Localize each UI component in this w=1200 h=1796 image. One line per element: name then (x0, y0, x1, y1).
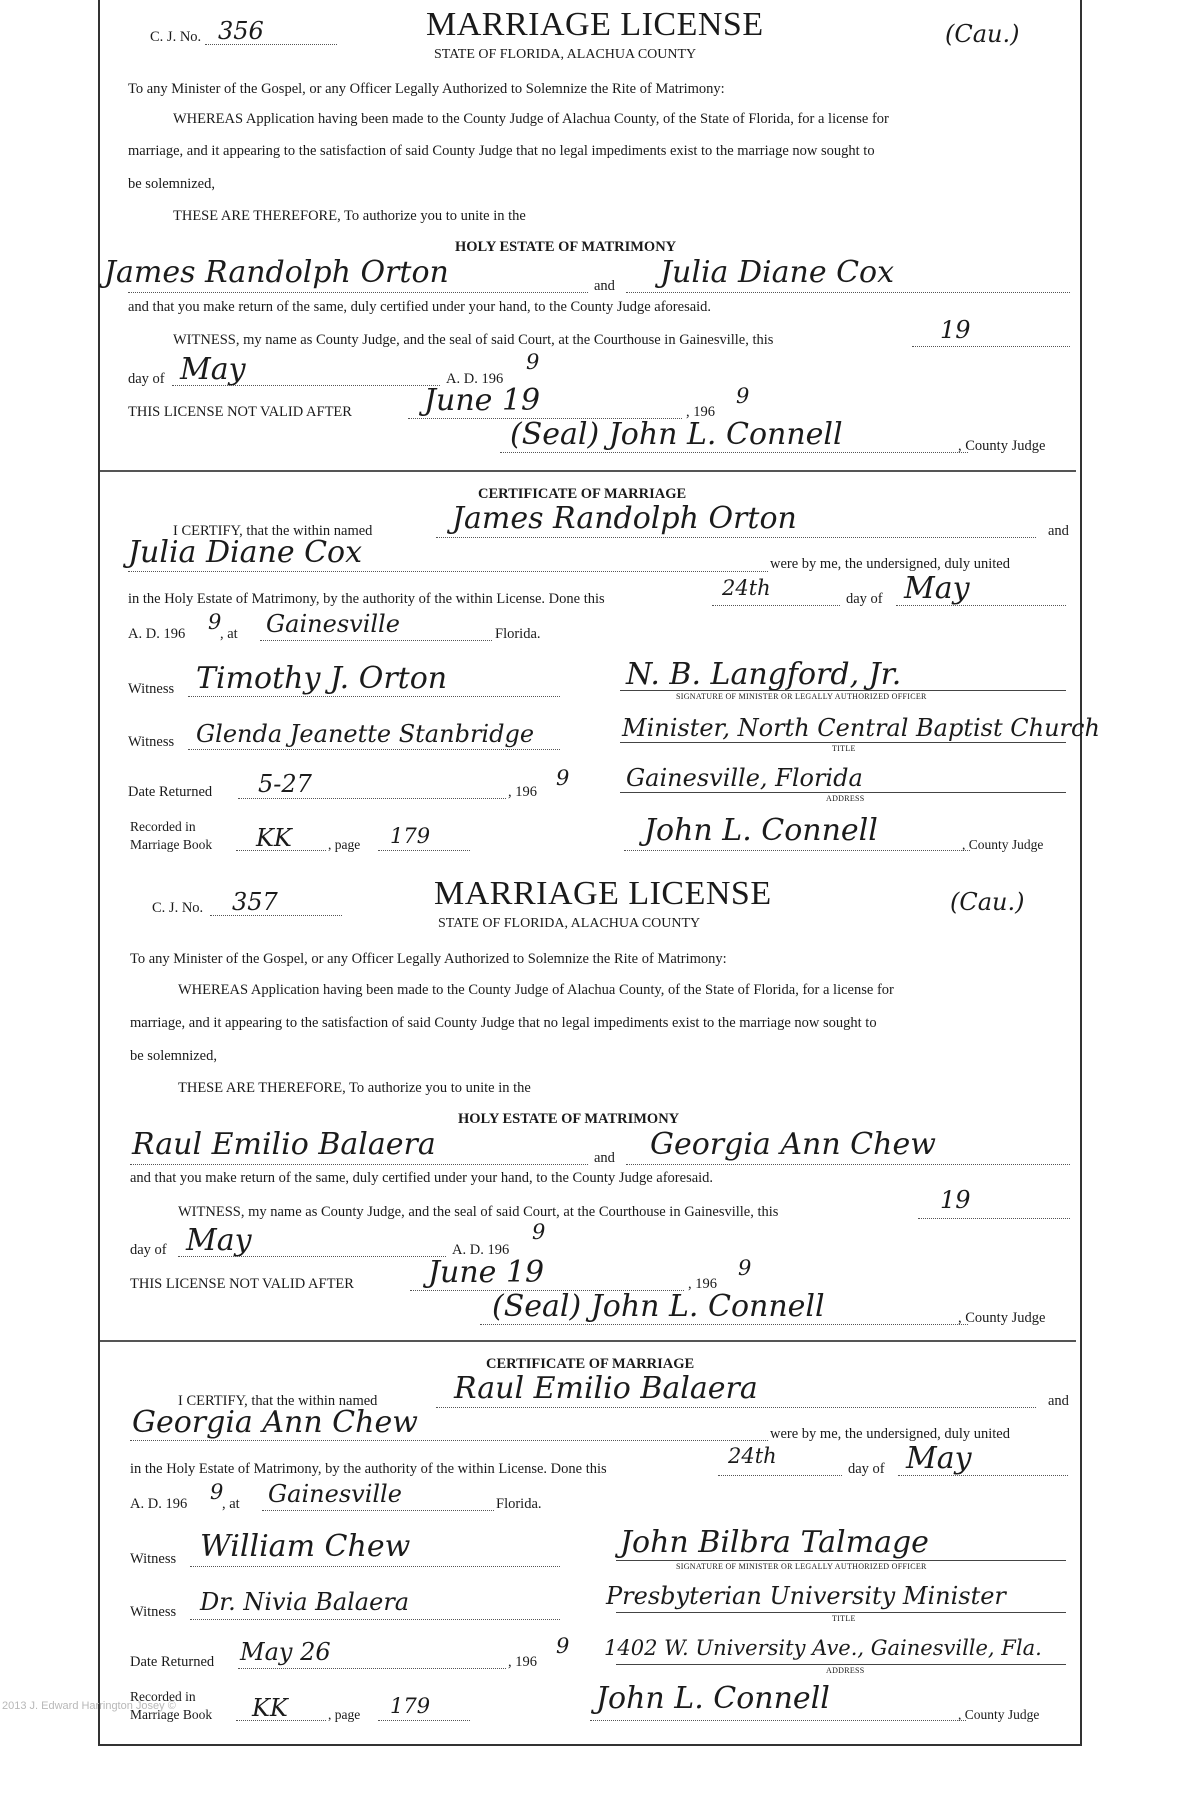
recorded-label-1: Recorded in (130, 819, 196, 834)
date-returned-line (238, 798, 506, 799)
cert-groom-name: James Randolph Orton (452, 501, 797, 536)
book-line (236, 850, 326, 851)
officer-signature-line (616, 1560, 1066, 1561)
whereas-line-3: be solemnized, (128, 176, 215, 192)
groom-name: Raul Emilio Balaera (132, 1127, 436, 1162)
whereas-line-3: be solemnized, (130, 1048, 217, 1064)
groom-line (130, 1164, 588, 1165)
cert-judge-signature: John L. Connell (596, 1681, 830, 1716)
day-line (912, 346, 1070, 347)
section-divider (100, 470, 1076, 472)
place-line (262, 1510, 494, 1511)
cert-day-of-label: day of (846, 591, 883, 607)
margin-note: (Cau.) (950, 888, 1025, 916)
license-title: MARRIAGE LICENSE (426, 6, 764, 43)
returned-year-label: , 196 (508, 1654, 537, 1670)
witness-2-name: Glenda Jeanette Stanbridge (196, 720, 535, 748)
cert-bride-line (128, 571, 768, 572)
month-line (172, 385, 440, 386)
judge-seal-signature: (Seal) John L. Connell (492, 1289, 825, 1324)
cj-label: C. J. No. (150, 29, 202, 45)
done-day-line (712, 605, 840, 606)
cert-judge-signature: John L. Connell (644, 813, 878, 848)
officer-address-line (616, 1664, 1066, 1665)
address-caption: ADDRESS (826, 1666, 865, 1675)
place-line (260, 640, 492, 641)
month-value: May (180, 352, 246, 387)
cert-ad-label: A. D. 196 (130, 1496, 188, 1512)
officer-address: Gainesville, Florida (626, 764, 863, 792)
day-number: 19 (940, 1186, 971, 1214)
bride-line (626, 1164, 1070, 1165)
officer-title-line (620, 742, 1066, 743)
and-word: and (594, 1150, 615, 1166)
witness-1-line (188, 696, 560, 697)
officer-signature-line (620, 690, 1066, 691)
therefore-line: THESE ARE THEREFORE, To authorize you to unite in the (173, 208, 526, 224)
holy-estate-line: in the Holy Estate of Matrimony, by the authority of the within License. Done this (130, 1461, 607, 1477)
return-line: and that you make return of the same, duly certified under your hand, to the County Judge aforesaid. (130, 1170, 714, 1186)
witness-line: WITNESS, my name as County Judge, and the seal of said Court, at the Courthouse in Gainesville, this (178, 1204, 779, 1220)
officer-title: Presbyterian University Minister (606, 1582, 1006, 1610)
returned-year-label: , 196 (508, 784, 537, 800)
judge-seal-signature: (Seal) John L. Connell (510, 417, 843, 452)
cert-day-of-label: day of (848, 1461, 885, 1477)
certificate-heading: CERTIFICATE OF MARRIAGE (478, 486, 687, 502)
officer-caption: SIGNATURE OF MINISTER OR LEGALLY AUTHORIZED OFFICER (676, 692, 927, 701)
witness-2-line (188, 749, 560, 750)
day-line (918, 1218, 1070, 1219)
cj-number: 357 (232, 888, 278, 916)
cert-county-judge-label: , County Judge (962, 837, 1044, 852)
date-returned: May 26 (240, 1638, 331, 1666)
cert-groom-line (436, 537, 1036, 538)
page-label: , page (328, 1707, 361, 1722)
officer-title: Minister, North Central Baptist Church (622, 714, 1100, 742)
judge-line (500, 452, 968, 453)
whereas-line-2: marriage, and it appearing to the satisfaction of said County Judge that no legal impediments exist to the marriage now sought to (130, 1015, 877, 1031)
florida-label: Florida. (495, 626, 541, 642)
done-day: 24th (728, 1444, 777, 1468)
bride-name: Georgia Ann Chew (650, 1127, 936, 1162)
officer-address-line (620, 792, 1066, 793)
cert-county-judge-label: , County Judge (958, 1707, 1040, 1722)
witness-2-label: Witness (130, 1604, 177, 1620)
cj-number-line (205, 44, 337, 45)
officer-caption: SIGNATURE OF MINISTER OR LEGALLY AUTHORIZED OFFICER (676, 1562, 927, 1571)
witness-2-line (190, 1619, 560, 1620)
witness-1-line (190, 1566, 560, 1567)
returned-year-digit: 9 (556, 766, 570, 790)
cj-number-line (210, 915, 342, 916)
date-returned: 5-27 (258, 770, 312, 798)
witness-2-name: Dr. Nivia Balaera (200, 1588, 410, 1616)
whereas-line-2: marriage, and it appearing to the satisfaction of said County Judge that no legal impediments exist to the marriage now sought to (128, 143, 875, 159)
book-value: KK (252, 1694, 288, 1722)
judge-line (480, 1324, 968, 1325)
done-month-line (896, 605, 1066, 606)
at-label: , at (220, 626, 238, 642)
officer-signature: N. B. Langford, Jr. (626, 657, 902, 692)
therefore-line: THESE ARE THEREFORE, To authorize you to unite in the (178, 1080, 531, 1096)
done-day: 24th (722, 576, 771, 600)
copyright-watermark: 2013 J. Edward Harrington Josey © (2, 1700, 176, 1712)
page-line (378, 1720, 470, 1721)
license-subtitle: STATE OF FLORIDA, ALACHUA COUNTY (438, 916, 701, 931)
cert-bride-line (130, 1440, 768, 1441)
county-judge-label: , County Judge (958, 1310, 1046, 1326)
date-returned-label: Date Returned (130, 1654, 215, 1670)
united-label: were by me, the undersigned, duly united (770, 1426, 1010, 1442)
page-line (378, 850, 470, 851)
florida-label: Florida. (496, 1496, 542, 1512)
cert-groom-name: Raul Emilio Balaera (454, 1371, 758, 1406)
cert-year-digit: 9 (210, 1480, 224, 1504)
place-value: Gainesville (268, 1480, 402, 1508)
cert-ad-label: A. D. 196 (128, 626, 186, 642)
return-line: and that you make return of the same, duly certified under your hand, to the County Judge aforesaid. (128, 299, 712, 315)
at-label: , at (222, 1496, 240, 1512)
cj-label: C. J. No. (152, 900, 204, 916)
county-judge-label: , County Judge (958, 438, 1046, 454)
cert-and-word: and (1048, 1393, 1069, 1409)
certify-label: I CERTIFY, that the within named (178, 1393, 378, 1409)
cj-number: 356 (218, 17, 264, 45)
groom-name: James Randolph Orton (104, 255, 449, 290)
license-title: MARRIAGE LICENSE (434, 875, 772, 912)
recorded-label-1: Recorded in (130, 1689, 196, 1704)
done-month: May (904, 571, 970, 606)
witness-1-label: Witness (128, 681, 175, 697)
cert-judge-line (624, 850, 970, 851)
day-number: 19 (940, 316, 971, 344)
certificate-heading: CERTIFICATE OF MARRIAGE (486, 1356, 695, 1372)
cert-bride-name: Julia Diane Cox (128, 535, 363, 570)
done-month-line (898, 1475, 1068, 1476)
certify-label: I CERTIFY, that the within named (173, 523, 373, 539)
bride-line (626, 292, 1070, 293)
not-valid-year-label: , 196 (688, 1276, 717, 1292)
not-valid-date: June 19 (424, 383, 541, 418)
book-line (236, 1720, 326, 1721)
recorded-label-2: Marriage Book (130, 837, 213, 852)
month-value: May (186, 1223, 252, 1258)
done-month: May (906, 1441, 972, 1476)
returned-year-digit: 9 (556, 1634, 570, 1658)
witness-1-label: Witness (130, 1551, 177, 1567)
year-digit: 9 (532, 1220, 546, 1244)
not-valid-label: THIS LICENSE NOT VALID AFTER (130, 1276, 354, 1292)
title-caption: TITLE (832, 744, 856, 753)
holy-estate-line: in the Holy Estate of Matrimony, by the authority of the within License. Done this (128, 591, 605, 607)
holy-estate-heading: HOLY ESTATE OF MATRIMONY (458, 1111, 680, 1127)
ad-label: A. D. 196 (452, 1242, 510, 1258)
date-returned-label: Date Returned (128, 784, 213, 800)
officer-signature: John Bilbra Talmage (620, 1525, 929, 1560)
not-valid-year-digit: 9 (736, 384, 750, 408)
page-value: 179 (390, 824, 431, 848)
witness-2-label: Witness (128, 734, 175, 750)
section-divider (100, 1340, 1076, 1342)
day-of-label: day of (128, 371, 165, 387)
address-caption: ADDRESS (826, 794, 865, 803)
cert-and-word: and (1048, 523, 1069, 539)
witness-line: WITNESS, my name as County Judge, and the seal of said Court, at the Courthouse in Gainesville, this (173, 332, 774, 348)
bride-name: Julia Diane Cox (660, 255, 895, 290)
day-of-label: day of (130, 1242, 167, 1258)
witness-1-name: Timothy J. Orton (196, 661, 448, 696)
year-digit: 9 (526, 350, 540, 374)
not-valid-date: June 19 (428, 1255, 545, 1290)
date-returned-line (238, 1668, 506, 1669)
cert-bride-name: Georgia Ann Chew (132, 1405, 418, 1440)
not-valid-year-label: , 196 (686, 404, 715, 420)
place-value: Gainesville (266, 610, 400, 638)
page-value: 179 (390, 1694, 431, 1718)
cert-year-digit: 9 (208, 610, 222, 634)
witness-1-name: William Chew (200, 1529, 411, 1564)
license-subtitle: STATE OF FLORIDA, ALACHUA COUNTY (434, 47, 697, 62)
done-day-line (718, 1475, 842, 1476)
title-caption: TITLE (832, 1614, 856, 1623)
not-valid-label: THIS LICENSE NOT VALID AFTER (128, 404, 352, 420)
holy-estate-heading: HOLY ESTATE OF MATRIMONY (455, 239, 677, 255)
not-valid-year-digit: 9 (738, 1256, 752, 1280)
cert-judge-line (590, 1720, 966, 1721)
cert-groom-line (436, 1407, 1036, 1408)
book-value: KK (256, 824, 292, 852)
page-label: , page (328, 837, 361, 852)
address-line: To any Minister of the Gospel, or any Officer Legally Authorized to Solemnize the Rite of Matrimony: (130, 951, 727, 967)
whereas-line-1: WHEREAS Application having been made to the County Judge of Alachua County, of the State of Florida, for a license for (173, 111, 889, 127)
margin-note: (Cau.) (945, 20, 1020, 48)
month-line (178, 1256, 446, 1257)
address-line: To any Minister of the Gospel, or any Officer Legally Authorized to Solemnize the Rite of Matrimony: (128, 81, 725, 97)
officer-title-line (616, 1612, 1066, 1613)
officer-address: 1402 W. University Ave., Gainesville, Fla. (604, 1636, 1042, 1660)
whereas-line-1: WHEREAS Application having been made to the County Judge of Alachua County, of the State of Florida, for a license for (178, 982, 894, 998)
united-label: were by me, the undersigned, duly united (770, 556, 1010, 572)
ad-label: A. D. 196 (446, 371, 504, 387)
groom-line (128, 292, 588, 293)
and-word: and (594, 278, 615, 294)
recorded-label-2: Marriage Book (130, 1707, 213, 1722)
